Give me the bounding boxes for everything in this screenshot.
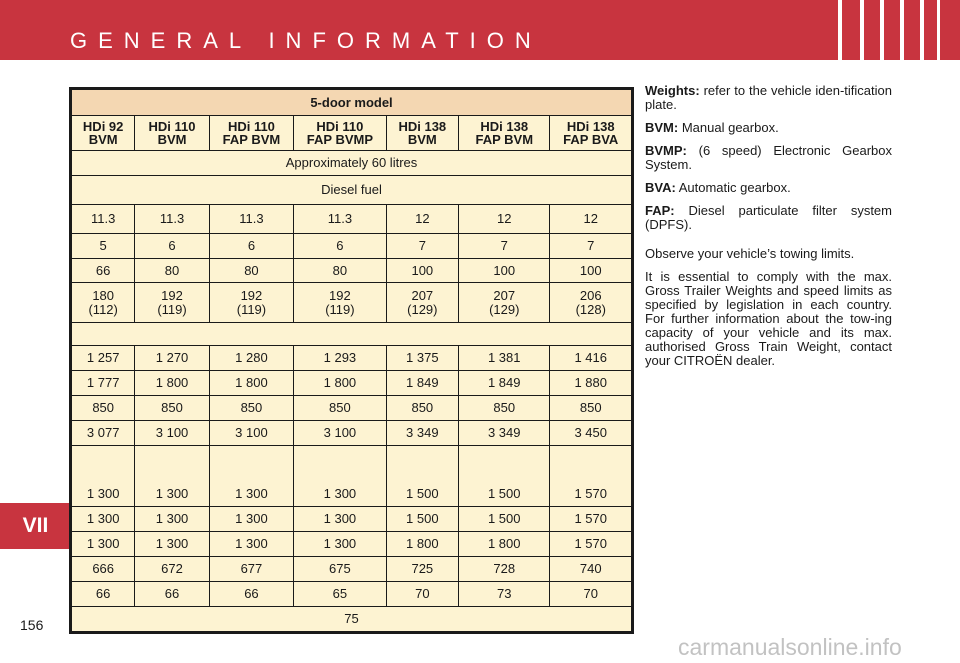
table-cell bbox=[71, 323, 633, 346]
table-cell: 66 bbox=[135, 582, 209, 607]
cell-line: FAP BVA bbox=[563, 132, 619, 147]
table-cell: 1 500 bbox=[386, 446, 458, 507]
header-bar bbox=[0, 0, 960, 60]
power-row bbox=[71, 283, 633, 323]
table-cell: 1 849 bbox=[386, 371, 458, 396]
note-bvmp-label: BVMP: bbox=[645, 143, 687, 158]
note-towing: Observe your vehicle’s towing limits. bbox=[645, 246, 855, 261]
table-cell: 12 bbox=[459, 205, 550, 234]
cell-line: HDi 138 bbox=[480, 119, 529, 134]
table-cell: 850 bbox=[135, 396, 209, 421]
table-cell: 3 450 bbox=[550, 421, 633, 446]
table-cell: 1 280 bbox=[209, 346, 293, 371]
table-cell: 850 bbox=[550, 396, 633, 421]
table-cell bbox=[135, 116, 209, 151]
table-row bbox=[71, 346, 633, 371]
table-cell: 73 bbox=[459, 582, 550, 607]
cell-line: (128) bbox=[575, 301, 606, 317]
table-cell: 3 100 bbox=[294, 421, 386, 446]
table-row bbox=[71, 205, 633, 234]
table-cell: 70 bbox=[550, 582, 633, 607]
note-weights-text: refer to the vehicle iden-tification plate. bbox=[645, 83, 892, 112]
table-cell: 11.3 bbox=[135, 205, 209, 234]
column-header-row bbox=[71, 116, 633, 151]
cell-line: 192 bbox=[329, 287, 351, 303]
cell-line: FAP BVM bbox=[475, 132, 534, 147]
table-cell: 100 bbox=[550, 259, 633, 283]
note-weights-label: Weights: bbox=[645, 83, 700, 98]
table-cell: 1 416 bbox=[550, 346, 633, 371]
table-cell: 1 570 bbox=[550, 532, 633, 557]
table-cell: 725 bbox=[386, 557, 458, 582]
header-stripe-decoration bbox=[900, 0, 904, 60]
table-cell: 3 349 bbox=[386, 421, 458, 446]
table-cell: 80 bbox=[135, 259, 209, 283]
table-cell: 1 800 bbox=[209, 371, 293, 396]
table-row bbox=[71, 371, 633, 396]
table-cell: 7 bbox=[459, 234, 550, 259]
note-bvm bbox=[645, 121, 892, 135]
table-cell bbox=[135, 283, 209, 323]
table-cell: 12 bbox=[386, 205, 458, 234]
table-cell: 1 500 bbox=[386, 507, 458, 532]
table-cell: 1 800 bbox=[135, 371, 209, 396]
table-cell: 740 bbox=[550, 557, 633, 582]
specification-table bbox=[69, 87, 634, 634]
header-stripe-decoration bbox=[937, 0, 940, 60]
table-cell: 850 bbox=[459, 396, 550, 421]
table-cell: 66 bbox=[71, 259, 135, 283]
note-weights bbox=[645, 84, 892, 112]
table-cell bbox=[209, 283, 293, 323]
table-cell: 850 bbox=[71, 396, 135, 421]
cell-line: (112) bbox=[88, 301, 118, 317]
table-row bbox=[71, 507, 633, 532]
note-bva bbox=[645, 181, 892, 195]
cell-line: HDi 110 bbox=[148, 119, 196, 134]
table-cell bbox=[550, 116, 633, 151]
cell-line: (129) bbox=[489, 301, 520, 317]
cell-line: 207 bbox=[411, 287, 434, 303]
table-cell: 5 bbox=[71, 234, 135, 259]
cell-line: HDi 92 bbox=[82, 119, 124, 134]
table-cell: 1 300 bbox=[71, 446, 135, 507]
cell-line: FAP BVMP bbox=[306, 132, 373, 147]
table-cell: 1 300 bbox=[71, 532, 135, 557]
cell-line: 207 bbox=[493, 287, 516, 303]
table-row bbox=[71, 582, 633, 607]
table-title: 5-door model bbox=[71, 89, 633, 116]
table-cell bbox=[294, 283, 386, 323]
cell-line: HDi 110 bbox=[316, 119, 364, 134]
table-row bbox=[71, 259, 633, 283]
note-bvmp-text: (6 speed) Electronic Gearbox System. bbox=[645, 143, 892, 172]
chapter-tab-label: VII bbox=[22, 514, 49, 537]
tank-capacity-row bbox=[71, 151, 633, 176]
note-fap bbox=[645, 204, 892, 232]
header-stripe-decoration bbox=[880, 0, 884, 60]
blank-row bbox=[71, 323, 633, 346]
table-cell: 1 270 bbox=[135, 346, 209, 371]
table-cell: Diesel fuel bbox=[71, 176, 633, 205]
table-cell: 1 300 bbox=[135, 532, 209, 557]
table-cell: 850 bbox=[386, 396, 458, 421]
table-cell: 1 293 bbox=[294, 346, 386, 371]
table-cell: 677 bbox=[209, 557, 293, 582]
table-cell bbox=[386, 283, 458, 323]
note-bva-text: Automatic gearbox. bbox=[678, 180, 791, 195]
table-cell: 1 300 bbox=[135, 507, 209, 532]
table-cell: 1 381 bbox=[459, 346, 550, 371]
cell-line: HDi 110 bbox=[227, 119, 275, 134]
table-cell: 1 777 bbox=[71, 371, 135, 396]
table-cell: 1 300 bbox=[294, 446, 386, 507]
cell-line: BVM bbox=[157, 132, 187, 147]
table-cell bbox=[459, 283, 550, 323]
cell-line: 192 bbox=[240, 287, 263, 303]
cell-line: 192 bbox=[161, 287, 183, 303]
note-bvm-text: Manual gearbox. bbox=[681, 120, 779, 135]
table-cell: 728 bbox=[459, 557, 550, 582]
table-cell: 1 300 bbox=[294, 532, 386, 557]
table-cell: 850 bbox=[209, 396, 293, 421]
table-cell bbox=[550, 283, 633, 323]
table-row bbox=[71, 607, 633, 633]
table-cell: 3 100 bbox=[135, 421, 209, 446]
table-cell: 7 bbox=[550, 234, 633, 259]
table-cell: 1 300 bbox=[209, 532, 293, 557]
table-cell bbox=[209, 116, 293, 151]
table-cell: 6 bbox=[294, 234, 386, 259]
table-cell: 1 800 bbox=[459, 532, 550, 557]
table-cell: 1 800 bbox=[386, 532, 458, 557]
table-cell: 7 bbox=[386, 234, 458, 259]
note-bva-label: BVA: bbox=[645, 180, 676, 195]
table-cell: 1 880 bbox=[550, 371, 633, 396]
table-cell: 3 100 bbox=[209, 421, 293, 446]
watermark: carmanualsonline.info bbox=[678, 634, 902, 660]
page-title: GENERAL INFORMATION bbox=[70, 28, 542, 53]
notes-column bbox=[645, 84, 892, 377]
cell-line: 206 bbox=[579, 287, 602, 303]
cell-line: BVM bbox=[407, 132, 437, 147]
table-row bbox=[71, 421, 633, 446]
table-cell bbox=[71, 116, 135, 151]
table-cell: 1 257 bbox=[71, 346, 135, 371]
table-cell bbox=[294, 116, 386, 151]
fuel-type-row bbox=[71, 176, 633, 205]
header-stripe-decoration bbox=[838, 0, 842, 60]
table-cell: 1 500 bbox=[459, 446, 550, 507]
table-cell bbox=[386, 116, 458, 151]
table-cell: 1 570 bbox=[550, 507, 633, 532]
note-essential: It is essential to comply with the max. Gross Trailer Weights and speed limits as specified by legislation in each country. For further information about the tow-ing capacity of your vehicle and its max. authorised Gross Train Weight, contact your CITROËN dealer. bbox=[645, 269, 892, 368]
table-cell: 6 bbox=[135, 234, 209, 259]
table-cell: 1 500 bbox=[459, 507, 550, 532]
note-bvm-label: BVM: bbox=[645, 120, 679, 135]
table-cell: 75 bbox=[71, 607, 633, 633]
table-cell: 1 800 bbox=[294, 371, 386, 396]
table-cell: 70 bbox=[386, 582, 458, 607]
header-stripe-decoration bbox=[920, 0, 924, 60]
table-cell: 3 349 bbox=[459, 421, 550, 446]
table-cell: 1 300 bbox=[135, 446, 209, 507]
cell-line: HDi 138 bbox=[566, 119, 615, 134]
page-number: 156 bbox=[20, 617, 44, 633]
table-cell bbox=[459, 116, 550, 151]
table-cell: 1 849 bbox=[459, 371, 550, 396]
table-cell: 66 bbox=[209, 582, 293, 607]
table-cell: 1 300 bbox=[71, 507, 135, 532]
table-row bbox=[71, 557, 633, 582]
table-cell: 11.3 bbox=[294, 205, 386, 234]
chapter-tab[interactable] bbox=[0, 503, 71, 549]
table-cell: 1 300 bbox=[294, 507, 386, 532]
cell-line: (129) bbox=[407, 301, 438, 317]
header-stripe-decoration bbox=[860, 0, 864, 60]
table-row bbox=[71, 532, 633, 557]
table-cell: 100 bbox=[459, 259, 550, 283]
cell-line: 180 bbox=[92, 287, 115, 303]
table-cell: 65 bbox=[294, 582, 386, 607]
table-row bbox=[71, 396, 633, 421]
table-cell: 672 bbox=[135, 557, 209, 582]
cell-line: (119) bbox=[236, 301, 267, 317]
cell-line: BVM bbox=[88, 132, 118, 147]
table-cell: 1 300 bbox=[209, 446, 293, 507]
note-fap-label: FAP: bbox=[645, 203, 675, 218]
cell-line: (119) bbox=[325, 301, 355, 317]
table-cell: 675 bbox=[294, 557, 386, 582]
table-cell bbox=[71, 283, 135, 323]
table-cell: 3 077 bbox=[71, 421, 135, 446]
table-cell: 12 bbox=[550, 205, 633, 234]
table-cell: 11.3 bbox=[209, 205, 293, 234]
table-cell: 100 bbox=[386, 259, 458, 283]
table-cell: 1 570 bbox=[550, 446, 633, 507]
table-cell: 80 bbox=[209, 259, 293, 283]
cell-line: (119) bbox=[157, 301, 187, 317]
table-cell: 11.3 bbox=[71, 205, 135, 234]
table-cell: 1 300 bbox=[209, 507, 293, 532]
table-cell: 6 bbox=[209, 234, 293, 259]
table-cell: Approximately 60 litres bbox=[71, 151, 633, 176]
cell-line: HDi 138 bbox=[398, 119, 447, 134]
table-cell: 1 375 bbox=[386, 346, 458, 371]
table-row bbox=[71, 234, 633, 259]
table-cell: 66 bbox=[71, 582, 135, 607]
table-cell: 80 bbox=[294, 259, 386, 283]
note-fap-text: Diesel particulate filter system (DPFS). bbox=[645, 203, 892, 232]
cell-line: FAP BVM bbox=[222, 132, 281, 147]
table-cell: 850 bbox=[294, 396, 386, 421]
table-cell: 666 bbox=[71, 557, 135, 582]
note-bvmp bbox=[645, 144, 892, 172]
table-row bbox=[71, 446, 633, 507]
table-title-row bbox=[71, 89, 633, 116]
